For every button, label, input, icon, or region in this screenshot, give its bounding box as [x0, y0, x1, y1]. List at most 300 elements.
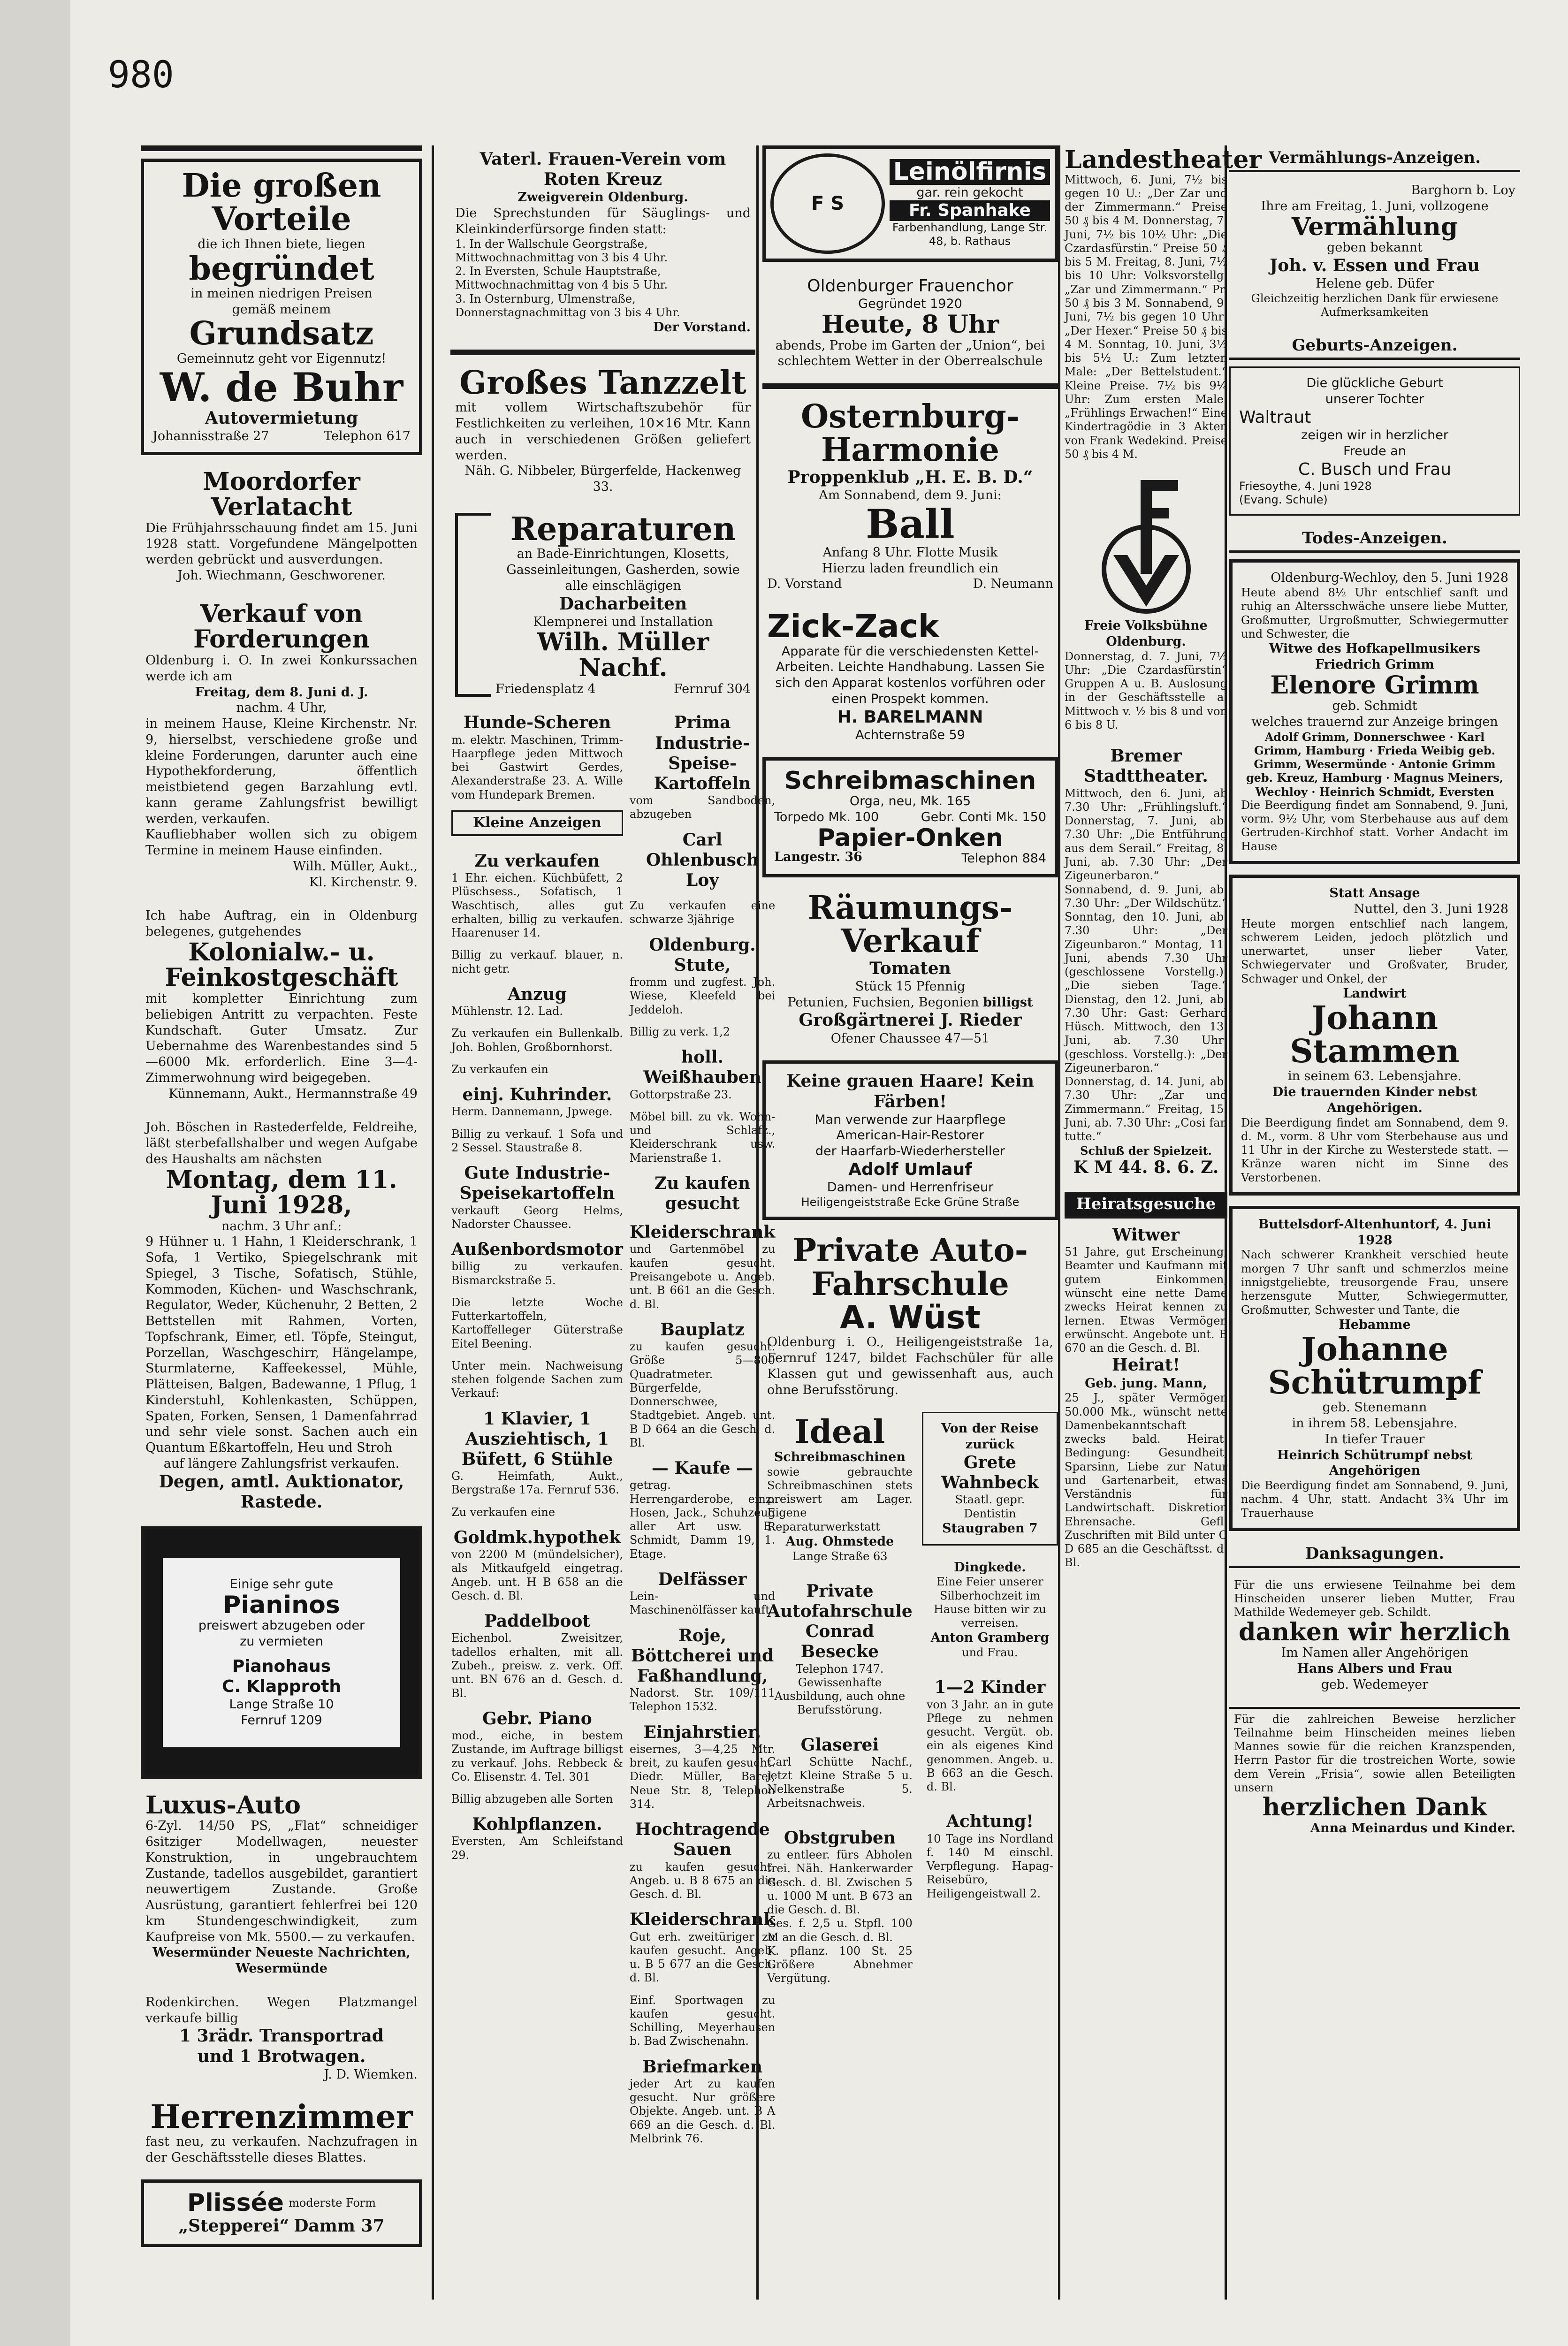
ad-headline: Plissée [187, 2189, 284, 2217]
classified-ad [629, 1568, 776, 1619]
ad-text: Staatl. gepr. Dentistin [955, 1493, 1025, 1520]
ad-time: nachm. 3 Uhr anf.: [221, 1219, 342, 1234]
ad-geburt [1229, 366, 1520, 516]
divider-bar [762, 383, 1058, 389]
ad-text: Die Sprechstunden für Säuglings- und Kleinkinderfürsorge finden statt: [455, 206, 751, 236]
ad-headline: Zu kaufen gesucht [655, 1173, 751, 1214]
ad-headline: Heirat! [1111, 1355, 1180, 1375]
section-heading: Geburts-Anzeigen. [1229, 333, 1520, 360]
address: Johannisstraße 27 [152, 428, 269, 443]
classified-ad [450, 1609, 624, 1702]
ad-text: jeder Art zu kaufen gesucht. Nur größere Objekte. Angeb. unt. B A 669 an die Gesch. d. Bl. Melbrink 76. [629, 2077, 776, 2145]
ad-text: Rodenkirchen. Wegen Platzmangel verkaufe billig [145, 1995, 418, 2026]
ad-headline: Hochtragende Sauen [635, 1820, 770, 1860]
ad-headline: einj. Kuhrinder. [462, 1085, 612, 1105]
ad-signature: Joh. v. Essen und Frau [1270, 255, 1480, 275]
ad-text: Oldenburg-Wechloy, den 5. Juni 1928 [1271, 571, 1508, 586]
ad-text: in ihrem 58. Lebensjahre. [1292, 1416, 1458, 1431]
ad-text: Ges. f. 2,5 u. Stpfl. 100 M an die Gesch. d. Bl. [767, 1917, 913, 1944]
company-name: W. de Buhr [160, 364, 403, 411]
ad-text: Witwe des Hofkapellmusikers Friedrich Grimm [1269, 641, 1480, 672]
ad-heiratsgesuche [1063, 1190, 1229, 1572]
ad-headline: Kleiderschrank [629, 1910, 776, 1930]
ad-text: von 3 Jahr. an in gute Pflege zu nehmen gesucht. Vergüt. ob. ein als eigenes Kind genommen. Angeb. u. B 663 an die Gesch. d. Bl. [926, 1698, 1053, 1794]
classified-ad [450, 1161, 624, 1233]
ad-headline: Die großen Vorteile [182, 167, 381, 238]
col3-left [762, 1412, 917, 1999]
ad-headline: Osternburg-Harmonie [800, 398, 1020, 469]
ad-subheadline: Proppenklub „H. E. B. D.“ [787, 467, 1033, 487]
ad-text: Petunien, Fuchsien, Begonien [787, 995, 979, 1010]
ad-headline: Räumungs-Verkauf [807, 889, 1013, 960]
ad-text: Hierzu laden freundlich ein [822, 561, 999, 576]
address: Damm 37 [294, 2216, 385, 2236]
ad-text: Gemeinnutz geht vor Eigennutz! [176, 351, 387, 366]
ad-headline: Herrenzimmer [150, 2098, 413, 2136]
ad-headline: Kleiderschrank [629, 1222, 776, 1242]
scan-edge [0, 0, 70, 2346]
classified-ad [450, 1061, 624, 1078]
ad-signature: Wilh. Müller, Aukt., [293, 859, 418, 874]
classified-ad [629, 828, 776, 893]
ad-text: Stück 15 Pfennig [855, 979, 966, 994]
ad-text: moderste Form [289, 2196, 376, 2210]
ad-headline: Paddelboot [484, 1611, 591, 1631]
ad-text: Billig zu verkauf. blauer, n. nicht getr. [451, 948, 623, 975]
col3-split [762, 1412, 1058, 1999]
ad-zickzack [762, 606, 1058, 746]
ad-text: Gottorpstraße 23. [629, 1088, 732, 1101]
ad-text: Apparate für die verschiedensten Kettel-Arbeiten. Leichte Handhabung. Lassen Sie sich den Apparat kostenlos vorführen oder einen Prospekt kommen. [775, 644, 1045, 706]
phone: Telephon 884 [961, 851, 1046, 866]
ad-landestheater [1063, 145, 1262, 463]
ad-text: Für die uns erwiesene Teilnahme bei dem Hinscheiden unserer lieben Mutter, Frau Mathilde Wedemeyer geb. Schildt. [1234, 1578, 1515, 1619]
column-top-bar [141, 145, 422, 151]
company-name: Grete Wahnbeck [941, 1452, 1039, 1493]
ad-date: Montag, dem 11. Juni 1928, [166, 1165, 397, 1220]
ad-text: Heute abend 8½ Uhr entschlief sanft und ruhig an Altersschwäche unsere liebe Mutter, Großmutter, Urgroßmutter, Schwiegermutter und Schwester, die [1241, 586, 1508, 640]
ad-headline: Keine grauen Haare! Kein Färben! [786, 1071, 1035, 1112]
ad-text: Nuttel, den 3. Juni 1928 [1354, 901, 1508, 916]
ad-text: Orga, neu, Mk. 165 [849, 794, 971, 809]
ad-subheadline: Zweigverein Oldenburg. [518, 190, 688, 205]
ad-text: Die trauernden Kinder nebst Angehörigen. [1272, 1085, 1477, 1115]
classified-ad [629, 1908, 776, 1987]
company-name: Adolf Umlauf [848, 1159, 972, 1179]
ad-headline: Obstgruben [784, 1828, 896, 1848]
deceased-name: Elenore Grimm [1270, 670, 1479, 700]
ad-text: Anfang 8 Uhr. Flotte Musik [822, 545, 998, 560]
ad-text: Nach schwerer Krankheit verschied heute morgen 7 Uhr sanft und schmerzlos meine innigstgeliebte, treusorgende Frau, unsere herzensgute Mutter, Schwiegermutter, Großmutter, Schwester und Tante, die [1241, 1248, 1508, 1317]
classified-ad [450, 983, 624, 1020]
column-rule [1058, 145, 1060, 2300]
ad-text: Heute morgen entschlief nach langem, schwerem Leiden, jedoch plötzlich und unerwartet, unser lieber Vater, Schwiegervater und Großvater, Bruder, Schwager und Onkel, der [1241, 917, 1508, 985]
classified-ad [450, 1526, 624, 1605]
ad-signature: Näh. G. Nibbeler, Bürgerfelde, Hackenweg 33. [464, 464, 741, 495]
ad-text: Eversten, Am Schleifstand 29. [451, 1835, 623, 1862]
ad-headline: Verkauf von Forderungen [193, 599, 370, 654]
ad-text: auf längere Zahlungsfrist verkaufen. [163, 1456, 400, 1471]
ad-headline: Moordorfer Verlatacht [203, 467, 360, 522]
ad-text: in seinem 63. Lebensjahre. [1288, 1069, 1461, 1084]
ad-list-item: 3. In Osternburg, Ulmenstraße, Donnerstagnachmittag von 3 bis 4 Uhr. [455, 292, 680, 319]
ad-text: Ihre am Freitag, 1. Juni, vollzogene [1261, 198, 1489, 213]
ad-text: Statt Ansage [1329, 886, 1420, 901]
column-rule [432, 145, 434, 2300]
ad-de-buhr [141, 159, 422, 455]
ad-signature: geb. Wedemeyer [1321, 1677, 1429, 1692]
ad-signature: J. D. Wiemken. [324, 2067, 418, 2082]
ad-text: geb. Stenemann [1322, 1400, 1427, 1415]
ad-text: geben bekannt [1327, 240, 1423, 255]
ad-headline: begründet [189, 250, 374, 288]
ad-dank-meinardus [1229, 1707, 1520, 1840]
ad-text: Kaufliebhaber wollen sich zu obigem Termine in meinem Hause einfinden. [145, 827, 418, 858]
ad-wahnbeck [922, 1412, 1058, 1545]
ad-text: Eine Feier unserer Silberhochzeit im Hause bitten wir zu verreisen. [933, 1575, 1046, 1630]
ad-headline: Autofahrschule [767, 1601, 913, 1622]
classified-ad [450, 1025, 624, 1056]
ad-volksbuehne [1063, 473, 1229, 734]
classified-ad [629, 1220, 776, 1313]
classified-ad [450, 1504, 624, 1521]
ad-text: Damen- und Herrenfriseur [827, 1180, 994, 1195]
classified-ad [629, 1318, 776, 1452]
ad-text: Oldenburg i. O. In zwei Konkurssachen werde ich am [145, 653, 418, 684]
classified-ad [629, 1818, 776, 1903]
ad-headline: Carl Ohlenbusch Loy [646, 830, 759, 891]
ad-headline: Oldenburg. Stute, [649, 935, 756, 975]
ad-text: billig zu verkaufen. Bismarckstraße 5. [451, 1260, 623, 1287]
ad-subheadline: Geb. jung. Mann, [1085, 1376, 1207, 1391]
ad-plissee [141, 2179, 422, 2247]
section-heading: Danksagungen. [1229, 1541, 1520, 1568]
ad-subheadline: Dacharbeiten [559, 594, 687, 614]
ad-text: Die Beerdigung findet am Sonnabend, 9. Juni, nachm. 4 Uhr, statt. Andacht 3¾ Uhr im Trauerhause [1241, 1479, 1508, 1520]
bracket-decoration [455, 513, 491, 697]
ad-text: zeigen wir in herzlicher [1301, 428, 1448, 442]
ad-text: in meinem Hause, Kleine Kirchenstr. Nr. 9, hierselbst, verschiedene große und kleine Forderungen, darunter auch eine Hypothekforderung, öffentlich meistbietend gegen Barzahlung evtl. kann gerame Zahlungsfrist bewilligt werden, verkaufen. [145, 716, 418, 826]
ad-headline: Zick-Zack [767, 608, 940, 646]
classified-ad [450, 1083, 624, 1120]
classified-ad [629, 1045, 776, 1104]
ad-signature: Künnemann, Aukt., Hermannstraße 49 [168, 1086, 418, 1101]
ad-text: Die glückliche Geburt [1306, 376, 1443, 391]
ad-headline: Leinölfirnis [890, 159, 1050, 185]
ad-headline: Freie Volksbühne Oldenburg. [1084, 618, 1208, 649]
company-name: Wilh. Müller Nachf. [537, 628, 709, 683]
ad-besecke [762, 1577, 917, 1721]
classified-ad [450, 1790, 624, 1808]
ad-headline: Anzug [507, 984, 567, 1004]
ad-text: Friesoythe, 4. Juni 1928 [1239, 479, 1372, 493]
classified-ad [629, 1624, 776, 1716]
ad-headline: Briefmarken [642, 2057, 762, 2077]
ad-headline: Goldmk.hypothek [453, 1528, 621, 1548]
ad-time: nachm. 4 Uhr, [236, 701, 327, 716]
ad-headline: Landestheater [1065, 145, 1262, 174]
classified-ad [450, 1238, 624, 1289]
ad-text: Freude an [1343, 443, 1406, 458]
classified-ad [450, 1294, 624, 1353]
ad-text: in meinen niedrigen Preisen [190, 286, 373, 301]
ad-text: Möbel bill. zu vk. Wohn- und Schlafz., Kleiderschrank usw. Marienstraße 1. [629, 1110, 776, 1165]
ad-headline: Bremer Stadttheater. [1084, 746, 1208, 786]
ad-schreibmaschinen [762, 757, 1058, 877]
ad-signature: Hans Albers und Frau [1297, 1661, 1453, 1676]
ad-text: Mittwoch, den 6. Juni, ab 7.30 Uhr: „Frühlingsluft.“ Donnerstag, 7. Juni, ab. 7.30 Uhr: „Die Entführung aus dem Serail.“ Freitag, 8. Juni, ab. 7.30 Uhr: „Der Zigeunerbaron.“ Sonnabend, d. 9. Juni, ab. 7.30 Uhr: „Der Wildschütz.“ Sonntag, den 10. Juni, ab. 7.30 Uhr: „Der Zigeunbaron.“ Montag, 11. Juni, abends 7.30 Uhr (geschlossene Vorstellg.): „Die sieben Tage.“ Dienstag, den 12. Juni, ab. 7.30 Uhr: Gast: Gerhard Hüsch. Mittwoch, den 13. Juni, ab. 7.30 Uhr: (geschloss. Vorstellg.): „Der Zigeunerbaron.“ Donnerstag, d. 14. Juni, ab. 7.30 Uhr: „Zar und Zimmermann.“ Freitag, 15. Juni, ab. 7.30 Uhr: „Cosi fan tutte.“ [1065, 786, 1227, 1143]
address: Lange Straße 63 [792, 1549, 888, 1563]
classified-ad [450, 1357, 624, 1402]
ad-headline: Vaterl. Frauen-Verein vom Roten Kreuz [480, 149, 726, 190]
ad-text: Die letzte Woche Futterkartoffeln, Kartoffelleger Güterstraße Eitel Beening. [451, 1295, 623, 1350]
ad-text: preiswert abzugeben oder [198, 1618, 365, 1633]
address: Ofener Chaussee 47—51 [830, 1031, 990, 1046]
ad-headline: Prima Industrie-Speise-Kartoffeln [654, 713, 751, 793]
ad-text: Schluß der Spielzeit. [1080, 1143, 1212, 1158]
ad-vermaehlung [1229, 179, 1520, 323]
classifieds [450, 711, 776, 2152]
ad-headline: Pianinos [223, 1591, 340, 1619]
ad-text: In tiefer Trauer [1324, 1432, 1425, 1447]
ad-text: fromm und zugfest. Joh. Wiese, Kleefeld bei Jeddeloh. [629, 975, 776, 1016]
ad-headline: Hunde-Scheren [463, 713, 611, 733]
ad-herrenzimmer [141, 2097, 422, 2170]
ad-signature: und Frau. [962, 1646, 1018, 1660]
ad-signature: Helene geb. Düfer [1316, 276, 1434, 291]
ad-text: Nadorst. Str. 109/111 Telephon 1532. [629, 1686, 776, 1714]
address: Friedensplatz 4 [495, 681, 596, 696]
ad-signature: Heinrich Schütrumpf nebst Angehörigen [1277, 1447, 1472, 1478]
column-4 [1063, 145, 1262, 2300]
col3-right [922, 1412, 1058, 1999]
company-sub: Autovermietung [205, 408, 358, 428]
ad-todes-grimm [1229, 559, 1520, 864]
ad-text: Hebamme [1339, 1317, 1411, 1332]
ad-text: mit kompletter Einrichtung zum beliebigen Antritt zu verpachten. Feste Kundschaft. Guter Umsatz. Zur Uebernahme des Warenbestandes sind 5—6000 Mk. erforderlich. Eine 3—4-Zimmerwohnung wird beigegeben. [145, 991, 418, 1085]
ad-text: Die Frühjahrsschauung findet am 15. Juni 1928 statt. Vorgefundene Mängelpotten werden gebrückt und ausverdungen. [145, 520, 418, 567]
ad-headline: Großes Tanzzelt [459, 364, 746, 402]
ad-text: Eichenbol. Zweisitzer, tadellos erhalten, mit all. Zubeh., preisw. z. verk. Off. unt. BN 676 an d. Gesch. d. Bl. [451, 1631, 623, 1700]
ad-text: G. Heimfath, Aukt., Bergstraße 17a. Fernruf 536. [451, 1470, 623, 1497]
section-heading: Vermählungs-Anzeigen. [1229, 145, 1520, 172]
ad-text: Zu verkaufen eine [451, 1505, 556, 1519]
ad-text: Gleichzeitig herzlichen Dank für erwiesene Aufmerksamkeiten [1251, 291, 1499, 319]
section-heading: Heiratsgesuche [1065, 1192, 1227, 1219]
company-name: Conrad Besecke [800, 1622, 879, 1662]
ad-text: (Evang. Schule) [1239, 493, 1328, 506]
ad-text: vom Sandboden, abzugeben [629, 794, 776, 821]
company-name: A. Wüst [840, 1299, 981, 1336]
ad-text: Zu verkaufen ein [451, 1062, 548, 1076]
ad-text: Billig zu verk. 1,2 [629, 1025, 731, 1038]
ad-moordorf [141, 465, 422, 587]
ad-text: American-Hair-Restorer [836, 1128, 984, 1143]
classified-ad [450, 946, 624, 978]
ad-text: Gut erh. zweitüriger zu kaufen gesucht. Angeb. u. B 5 677 an die Gesch. d. Bl. [629, 1930, 776, 1985]
ad-text: der Haarfarb-Wiederhersteller [815, 1144, 1005, 1159]
ad-headline: Heute, 8 Uhr [821, 310, 999, 339]
ad-text: geb. Schmidt [1332, 699, 1417, 714]
ad-footer [152, 428, 411, 444]
page-number: 980 [108, 54, 174, 96]
ad-text: Einf. Sportwagen zu kaufen gesucht. Schilling, Meyerhausen b. Bad Zwischenahn. [629, 1993, 776, 2048]
address: Staugraben 7 [942, 1521, 1038, 1536]
ad-obstgruben [762, 1824, 917, 1989]
ad-todes-stammen [1229, 875, 1520, 1196]
ad-todes-schuetrumpf [1229, 1206, 1520, 1531]
classified-ad [629, 1172, 776, 1216]
ad-kinder [922, 1674, 1058, 1798]
ad-headline: Von der Reise [941, 1421, 1039, 1436]
ad-text: zu entleer. fürs Abholen frei. Näh. Hankerwarder Gesch. d. Bl. Zwischen 5 u. 1000 M unt. B 673 an die Gesch. d. Bl. [767, 1848, 913, 1917]
ad-text: Donnerstag, d. 7. Juni, 7½ Uhr: „Die Czardasfürstin“ Gruppen A u. B. Auslosung in der Geschäftsstelle a. Mittwoch v. ½ bis 8 und von 6 bis 8 U. [1065, 649, 1227, 731]
address: Heiligengeiststraße Ecke Grüne Straße [801, 1195, 1020, 1209]
company-name: Papier-Onken [817, 823, 1004, 852]
ad-highlight: billigst [983, 995, 1033, 1010]
ad-text: Man verwende zur Haarpflege [814, 1112, 1006, 1127]
ad-text: Carl Schütte Nachf., jetzt Kleine Straße 5 u. Nelkenstraße 5. Arbeitsnachweis. [767, 1755, 913, 1810]
ad-headline: Kohlpflanzen. [472, 1814, 602, 1835]
ad-headline: Private [806, 1581, 874, 1601]
ad-list-item: 1. In der Wallschule Georgstraße, Mittwochnachmittag von 3 bis 4 Uhr. [455, 237, 668, 264]
ad-signature: Anton Gramberg [930, 1630, 1050, 1645]
ad-pianos [141, 1526, 422, 1779]
classified-ad [450, 849, 624, 942]
ad-text: mod., eiche, in bestem Zustande, im Auftrage billigst zu verkauf. Johs. Rebbeck & Co. Elisenstr. 4. Tel. 301 [451, 1729, 623, 1783]
ad-headline: Private Auto-Fahrschule [792, 1232, 1028, 1303]
classified-ad [450, 1126, 624, 1157]
ad-headline: Vermählung [1291, 212, 1458, 241]
ad-text: Landwirt [1343, 986, 1407, 1001]
ad-pianos-inner [163, 1558, 400, 1747]
address: Langestr. 36 [774, 850, 862, 865]
ad-signature: Degen, amtl. Auktionator, Rastede. [159, 1471, 404, 1512]
ad-headline: danken wir herzlich [1239, 1617, 1511, 1646]
ad-dingkede [922, 1556, 1058, 1664]
ad-headline: Reparaturen [510, 510, 736, 548]
ad-text: fast neu, zu verkaufen. Nachzufragen in der Geschäftsstelle dieses Blattes. [145, 2134, 418, 2165]
ad-leinoel [762, 145, 1058, 262]
ad-text: Billig zu verkauf. 1 Sofa und 2 Sessel. Staustraße 8. [451, 1127, 623, 1154]
brush-logo-icon: F S [770, 153, 885, 254]
ad-text: Unter mein. Nachweisung stehen folgende Sachen zum Verkauf: [451, 1359, 623, 1400]
ad-text: Einige sehr gute [229, 1577, 334, 1592]
ad-code: K M 44. 8. 6. Z. [1073, 1157, 1219, 1177]
address: Lange Straße 10 [229, 1697, 334, 1712]
ad-headline: Bauplatz [660, 1319, 745, 1340]
ad-wuest [762, 1230, 1058, 1402]
ad-luxus-auto [141, 1789, 422, 1980]
column-3 [762, 145, 1058, 2300]
ad-headline: Witwer [1112, 1225, 1180, 1245]
company-name: Großgärtnerei J. Rieder [799, 1010, 1022, 1030]
ad-text: Für die zahlreichen Beweise herzlicher Teilnahme beim Hinscheiden meines lieben Mannes sowie für die reichen Kranzspenden, Herrn Pastor für die trostreichen Worte, sowie dem Verein „Frisia“, sowie allen Beteiligten unsern [1234, 1712, 1515, 1794]
ad-text: Klempnerei und Installation [533, 614, 713, 629]
ad-text: 6-Zyl. 14/50 PS, „Flat“ schneidiger 6sitziger Modellwagen, neuester Konstruktion, in ungebrauchtem Zustande, tadellos ausgebildet, garantiert neuwertigem Zustande. Große Ausrüstung, garantiert fehlerfrei bei 120 km Stundengeschwindigkeit, zum Kaufpreise von Mk. 5500.— zu verkaufen. [145, 1819, 418, 1944]
ad-headline: Außenbordsmotor [451, 1240, 623, 1260]
ad-rodenkirchen [141, 1991, 422, 2087]
column-2 [450, 145, 776, 2300]
deceased-name: Johann Stammen [1290, 999, 1460, 1070]
ad-text: von 2200 M (mündelsicher), als Mitkaufgeld eingetrag. Angeb. unt. H B 658 an die Gesch. d. Bl. [451, 1548, 623, 1602]
ad-text: Barghorn b. Loy [1411, 183, 1515, 198]
ad-signature: Kl. Kirchenstr. 9. [309, 875, 418, 890]
ad-signature: Wesermünder Neueste Nachrichten, Wesermünde [152, 1945, 411, 1976]
ad-harmonie [762, 396, 1058, 596]
classified-ad [450, 1813, 624, 1864]
classified-ad [450, 1407, 624, 1499]
ad-text: Zu verkaufen ein Bullenkalb. Joh. Bohlen, Großbornhorst. [451, 1027, 623, 1054]
classified-ad [629, 1992, 776, 2050]
ad-text: und Gartenmöbel zu kaufen gesucht. Preisangebote u. Angeb. unt. B 661 an die Gesch. d. Bl. [629, 1242, 776, 1311]
ad-headline: Roje, Böttcherei und Faßhandlung, [631, 1625, 774, 1686]
ad-raeumung [762, 888, 1058, 1050]
ad-text: zu kaufen gesucht. Größe 5—800 Quadratmeter. Bürgerfelde, Donnerschwee, Stadtgebiet. Angeb. unt. B D 664 an die Gesch. d. Bl. [629, 1340, 776, 1449]
column-1 [141, 145, 422, 2300]
ad-text: m. elektr. Maschinen, Trimm-Haarpflege jeden Mittwoch bei Gastwirt Gerdes, Alexanderstraße 23. A. Wille vom Hundepark Bremen. [451, 733, 623, 801]
ad-subheadline: Schreibmaschinen [774, 1449, 906, 1464]
ad-text: sowie gebrauchte Schreibmaschinen stets preiswert am Lager. Eigene Reparaturwerkstatt [767, 1465, 913, 1533]
classified-ad [450, 711, 624, 804]
ad-text: Mühlenstr. 12. Lad. [451, 1005, 563, 1018]
ad-headline: 1—2 Kinder [934, 1677, 1046, 1698]
ad-headline: 1 3rädr. Transportrad [179, 2026, 384, 2046]
ad-text: Mittwoch, 6. Juni, 7½ bis gegen 10 U.: „Der Zar und der Zimmermann.“ Preise 50 ₰ bis 4 M. Donnerstag, 7. Juni, 7½ bis 10½ Uhr: „Die Czardasfürstin.“ Preise 50 ₰ bis 5 M. Freitag, 8. Juni, 7½ bis 10 Uhr: Volksvorstellg. „Zar und Zimmermann.“ Pr. 50 ₰ bis 3 M. Sonnabend, 9. Juni, 7½ bis gegen 10 Uhr: „Der Hexer.“ Preise 50 ₰ bis 4 M. Sonntag, 10. Juni, 3½ bis 5½ U.: Zum letzten Male: „Der Bettelstudent.“ Kleine Preise. 7½ bis 9¼ Uhr: Zum ersten Male: „Frühlings Erwachen!“ Eine Kindertragödie in 3 Akten von Frank Wedekind. Preise 50 ₰ bis 4 M. [1065, 173, 1227, 461]
volksbuehne-emblem-icon [1099, 475, 1193, 616]
ad-text: Billig abzugeben alle Sorten [451, 1792, 613, 1806]
ad-text: Ich habe Auftrag, ein in Oldenburg belegenes, gutgehendes [145, 908, 418, 939]
classified-ad [629, 1721, 776, 1813]
ad-text: 10 Tage ins Nordland f. 140 M einschl. Verpflegung. Hapag-Reisebüro, Heiligengeistwall 2. [926, 1832, 1053, 1900]
ad-headline: — Kaufe — [651, 1458, 754, 1478]
ad-text: abends, Probe im Garten der „Union“, bei schlechtem Wetter in der Oberrealschule [775, 338, 1045, 369]
ad-headline: Delfässer [658, 1569, 747, 1589]
ad-text: gemäß meinem [232, 302, 331, 317]
divider-bar [450, 350, 755, 355]
ad-list-item: 2. In Eversten, Schule Hauptstraße, Mittwochnachmittag von 4 bis 5 Uhr. [455, 265, 668, 292]
section-heading: Kleine Anzeigen [451, 810, 623, 836]
ad-headline: „Stepperei“ [178, 2216, 289, 2236]
company-name: Fr. Spanhake [890, 200, 1050, 221]
classified-ad [629, 711, 776, 823]
ad-signature: D. Vorstand [767, 577, 842, 592]
ad-signature: Anna Meinardus und Kinder. [1310, 1820, 1515, 1836]
ad-headline: Luxus-Auto [145, 1790, 301, 1820]
address: Achternstraße 59 [855, 727, 965, 742]
ad-boeschen [141, 1116, 422, 1516]
ad-dank-albers [1229, 1575, 1520, 1697]
ad-headline: Waltraut [1239, 407, 1311, 427]
ad-date: Freitag, dem 8. Juni d. J. [195, 685, 368, 700]
ad-text: mit vollem Wirtschaftszubehör für Festlichkeiten zu verleihen, 10×16 Mtr. Kann auch in verschiedenen Größen geliefert werden. [455, 400, 751, 463]
ad-text: Die Beerdigung findet am Sonnabend, dem 9. d. M., vorm. 8 Uhr vom Sterbehause aus und 11 Uhr in der Kirche zu Westerstede statt. — Kränze waren nicht im Sinne des Verstorbenen. [1241, 1116, 1508, 1184]
ad-glaserei [762, 1731, 917, 1814]
classified-ad [629, 2055, 776, 2148]
address: Farbenhandlung, Lange Str. 48, b. Rathaus [892, 221, 1048, 248]
company-name: C. Klapproth [221, 1677, 342, 1697]
ad-text: an Bade-Einrichtungen, Klosetts, Gasseinleitungen, Gasherden, sowie alle einschlägigen [506, 547, 740, 593]
ad-ideal [762, 1412, 917, 1567]
ad-text: K. pflanz. 100 St. 25 Größere Abnehmer Vergütung. [767, 1944, 913, 1985]
ad-text: 9 Hühner u. 1 Hahn, 1 Kleiderschrank, 1 Sofa, 1 Vertiko, Spiegelschrank mit Spiegel, 3 Tische, Sofatisch, Stühle, Kommoden, Küchen- und Waschschrank, Regulator, Weder, Küchenuhr, 2 Betten, 2 Bettstellen mit Rahmen, Vorten, Topfschrank, Eimer, etl. Töpfe, Steingut, Porzellan, Waschgeschirr, Hängelampe, Sturmlaterne, Kaffeekessel, Mühle, Plätteisen, Balgen, Badewanne, 1 Pflug, 1 Kinderstuhl, Kohlenkasten, Schüppen, Spaten, Forken, Sensen, 1 Damenfahrrad und sehr viele sonst. Sachen auch ein Quantum Eßkartoffeln, Heu und Stroh [145, 1234, 418, 1455]
ad-frauenchor [762, 272, 1058, 373]
ad-text: 1 Ehr. eichen. Küchbüfett, 2 Plüschsess., Sofatisch, 1 Waschtisch, alles gut erhalten, billig zu verkaufen. Haarenuser 14. [451, 871, 623, 940]
ad-headline: Gebr. Piano [482, 1708, 592, 1729]
ad-text: getrag. Herrengarderobe, einz. Hosen, Jack., Schuhzeug aller Art usw. E. Schmidt, Damm 19, 1. Etage. [629, 1478, 776, 1561]
ad-headline: Schreibmaschinen [784, 766, 1036, 795]
ad-umlauf [762, 1060, 1058, 1220]
